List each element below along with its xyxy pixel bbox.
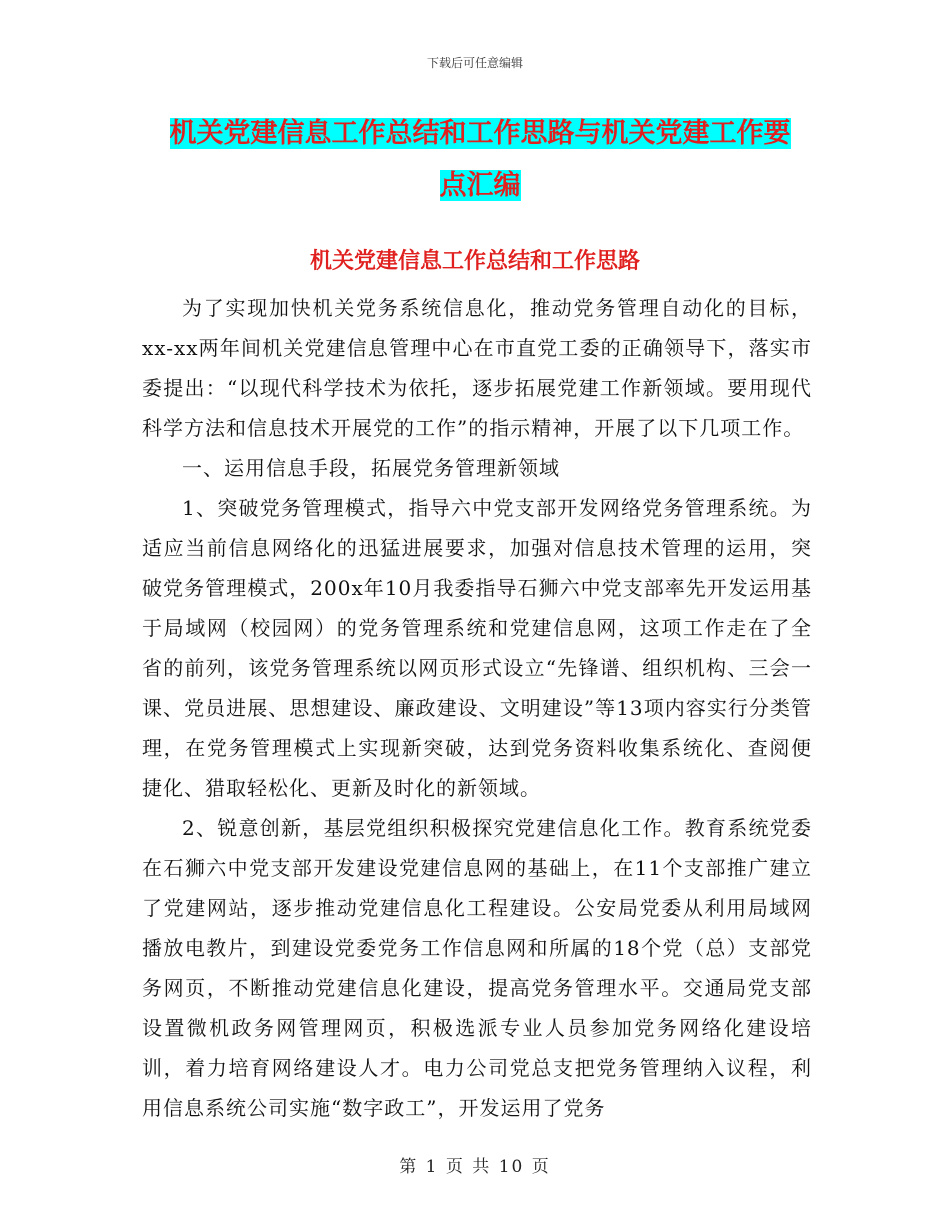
- paragraph: 一、运用信息手段，拓展党务管理新领域: [182, 456, 560, 480]
- header-note: 下载后可任意编辑: [426, 56, 523, 70]
- paragraph: 为了实现加快机关党务系统信息化，推动党务管理自动化的目标，xx-xx两年间机关党建信息管理中心在市直党工委的正确领导下，落实市委提出：“以现代科学技术为依托，逐步拓展党建工作新领域。要用现代科学方法和信息技术开展党的工作”的指示精神，开展了以下几项工作。: [142, 296, 812, 440]
- body-text: [142, 288, 812, 1128]
- paragraph: 1、突破党务管理模式，指导六中党支部开发网络党务管理系统。为适应当前信息网络化的迅猛进展要求，加强对信息技术管理的运用，突破党务管理模式，200x年10月我委指导石狮六中党支部率先开发运用基于局域网（校园网）的党务管理系统和党建信息网，这项工作走在了全省的前列，该党务管理系统以网页形式设立“先锋谱、组织机构、三会一课、党员进展、思想建设、廉政建设、文明建设”等13项内容实行分类管理，在党务管理模式上实现新突破，达到党务资料收集系统化、查阅便捷化、猎取轻松化、更新及时化的新领域。: [142, 496, 812, 800]
- document-title: [140, 108, 820, 212]
- document-title-line-1: 机关党建信息工作总结和工作思路与机关党建工作要: [169, 118, 791, 149]
- page-footer: 第 1 页 共 10 页: [399, 1157, 551, 1177]
- section-title: 机关党建信息工作总结和工作思路: [309, 249, 640, 274]
- paragraph: 2、锐意创新，基层党组织积极探究党建信息化工作。教育系统党委在石狮六中党支部开发建设党建信息网的基础上，在11个支部推广建立了党建网站，逐步推动党建信息化工程建设。公安局党委从利用局域网播放电教片，到建设党委党务工作信息网和所属的18个党（总）支部党务网页，不断推动党建信息化建设，提高党务管理水平。交通局党支部设置微机政务网管理网页，积极选派专业人员参加党务网络化建设培训，着力培育网络建设人才。电力公司党总支把党务管理纳入议程，利用信息系统公司实施“数字政工”，开发运用了党务: [142, 816, 812, 1120]
- document-title-line-2: 点汇编: [439, 170, 521, 201]
